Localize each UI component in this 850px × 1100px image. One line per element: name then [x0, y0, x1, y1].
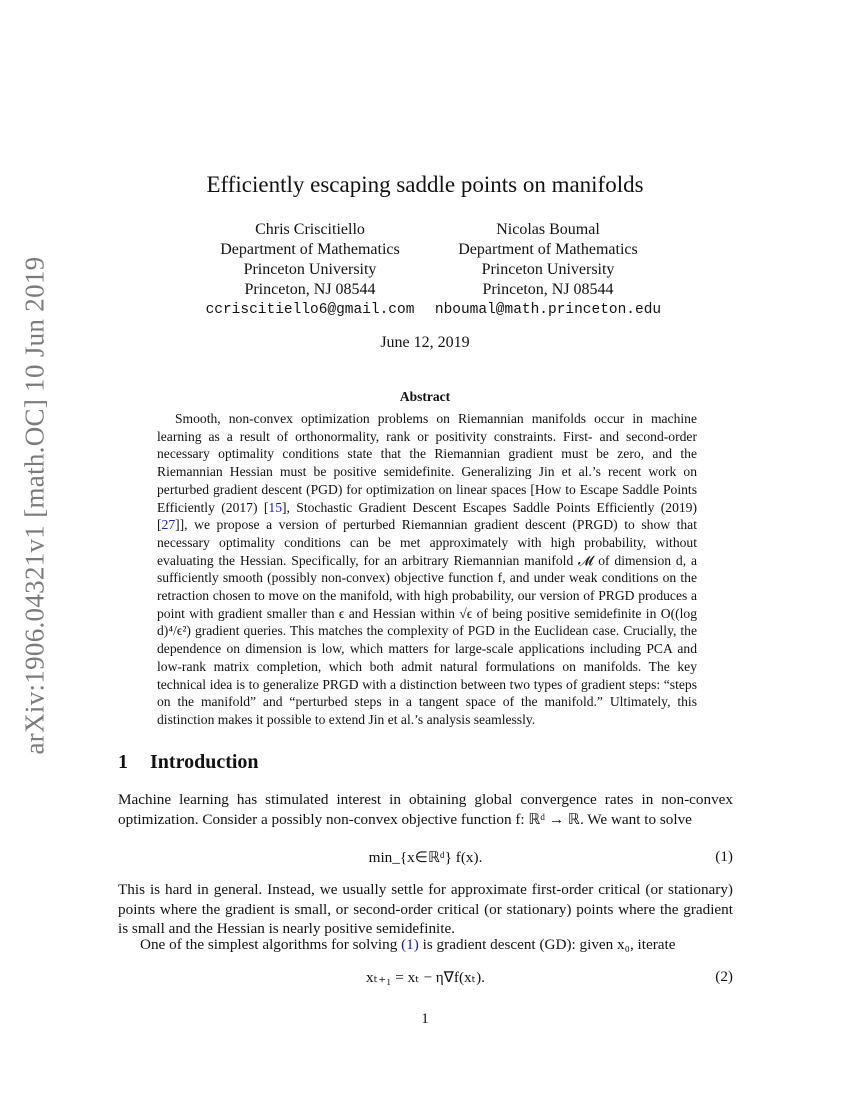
- equation-1-math: min_{x∈ℝᵈ} f(x).: [368, 849, 483, 866]
- author-name: Chris Criscitiello: [255, 221, 365, 238]
- author-email: ccriscitiello6@gmail.com: [205, 302, 415, 318]
- abstract-heading: Abstract: [399, 389, 451, 404]
- equation-1: [118, 848, 733, 872]
- equation-2-math: xₜ₊₁ = xₜ − η∇f(xₜ).: [366, 969, 485, 986]
- author-email: nboumal@math.princeton.edu: [434, 302, 662, 318]
- author-location: Princeton, NJ 08544: [244, 281, 376, 298]
- section-number: 1: [118, 751, 128, 773]
- abstract-text-part: ]], we propose a version of perturbed Riemannian gradient descent (PRGD) to show that necessary optimality conditions can be met approximately with high probability, without evaluating the Hessian. Specifically, for an arbitrary Riemannian manifold 𝓜 of dimension d, a sufficiently smooth (possibly non-convex) objective function f, and under weak conditions on the retraction chosen to move on the manifold, with high probability, our version of PRGD produces a point with gradient smaller than ϵ and Hessian within √ϵ of being positive semidefinite in O((log d)⁴/ϵ²) gradient queries. This matches the complexity of PGD in the Euclidean case. Crucially, the dependence on dimension is low, which matters for large-scale applications including PCA and low-rank matrix completion, which both admit natural formulations on manifolds. The key technical idea is to generalize PRGD with a distinction between two types of gradient steps: “steps on the manifold” and “perturbed steps in a tangent space of the manifold.” Ultimately, this distinction makes it possible to extend Jin et al.’s analysis seamlessly.: [157, 517, 697, 727]
- equation-1-number: (1): [715, 848, 733, 865]
- equation-2: [118, 968, 733, 992]
- paper-title: Efficiently escaping saddle points on manifolds: [206, 172, 644, 197]
- paper-date: June 12, 2019: [380, 334, 470, 351]
- author-university: Princeton University: [243, 261, 377, 278]
- paragraph-text-part: One of the simplest algorithms for solving: [140, 936, 402, 953]
- section-heading: [118, 751, 259, 774]
- equation-reference-link[interactable]: (1): [401, 936, 419, 953]
- arxiv-id-text: arXiv:1906.04321v1 [math.OC] 10 Jun 2019: [19, 256, 50, 754]
- author-location: Princeton, NJ 08544: [482, 281, 614, 298]
- equation-2-number: (2): [715, 968, 733, 985]
- intro-paragraph-2: This is hard in general. Instead, we usually settle for approximate first-order critical (or stationary) points where the gradient is small, or second-order critical (or stationary) points where the gradient is small and the Hessian is nearly positive semidefinite.: [118, 881, 733, 938]
- author-block-2: [398, 220, 698, 320]
- author-university: Princeton University: [481, 261, 615, 278]
- section-title-text: Introduction: [150, 751, 259, 773]
- author-department: Department of Mathematics: [220, 241, 400, 258]
- abstract-text-part: Smooth, non-convex optimization problems on Riemannian manifolds occur in machine learning as a result of orthonormality, rank or positivity constraints. First- and second-order necessary optimality conditions state that the Riemannian gradient must be zero, and the Riemannian Hessian must be positive semidefinite. Generalizing Jin et al.’s recent work on perturbed gradient descent (PGD) for optimization on linear spaces [How to Escape Saddle Points Efficiently (2017) [: [157, 411, 697, 515]
- citation-link[interactable]: 27: [161, 517, 176, 533]
- abstract-text: [157, 410, 697, 729]
- page-number: 1: [421, 1011, 429, 1027]
- arxiv-identifier-stamp: [14, 250, 56, 760]
- citation-link[interactable]: 15: [268, 499, 282, 515]
- intro-paragraph-1: Machine learning has stimulated interest in obtaining global convergence rates in non-convex optimization. Consider a possibly non-convex objective function f: ℝᵈ → ℝ. We want to solve: [118, 791, 733, 828]
- author-name: Nicolas Boumal: [496, 221, 600, 238]
- intro-paragraph-3: [118, 935, 733, 955]
- paragraph-text-part: is gradient descent (GD): given x₀, iterate: [418, 936, 676, 953]
- abstract-text-part: ], Stochastic Gradient Descent Escapes Saddle Points Efficiently (2019) [: [157, 499, 697, 533]
- author-department: Department of Mathematics: [458, 241, 638, 258]
